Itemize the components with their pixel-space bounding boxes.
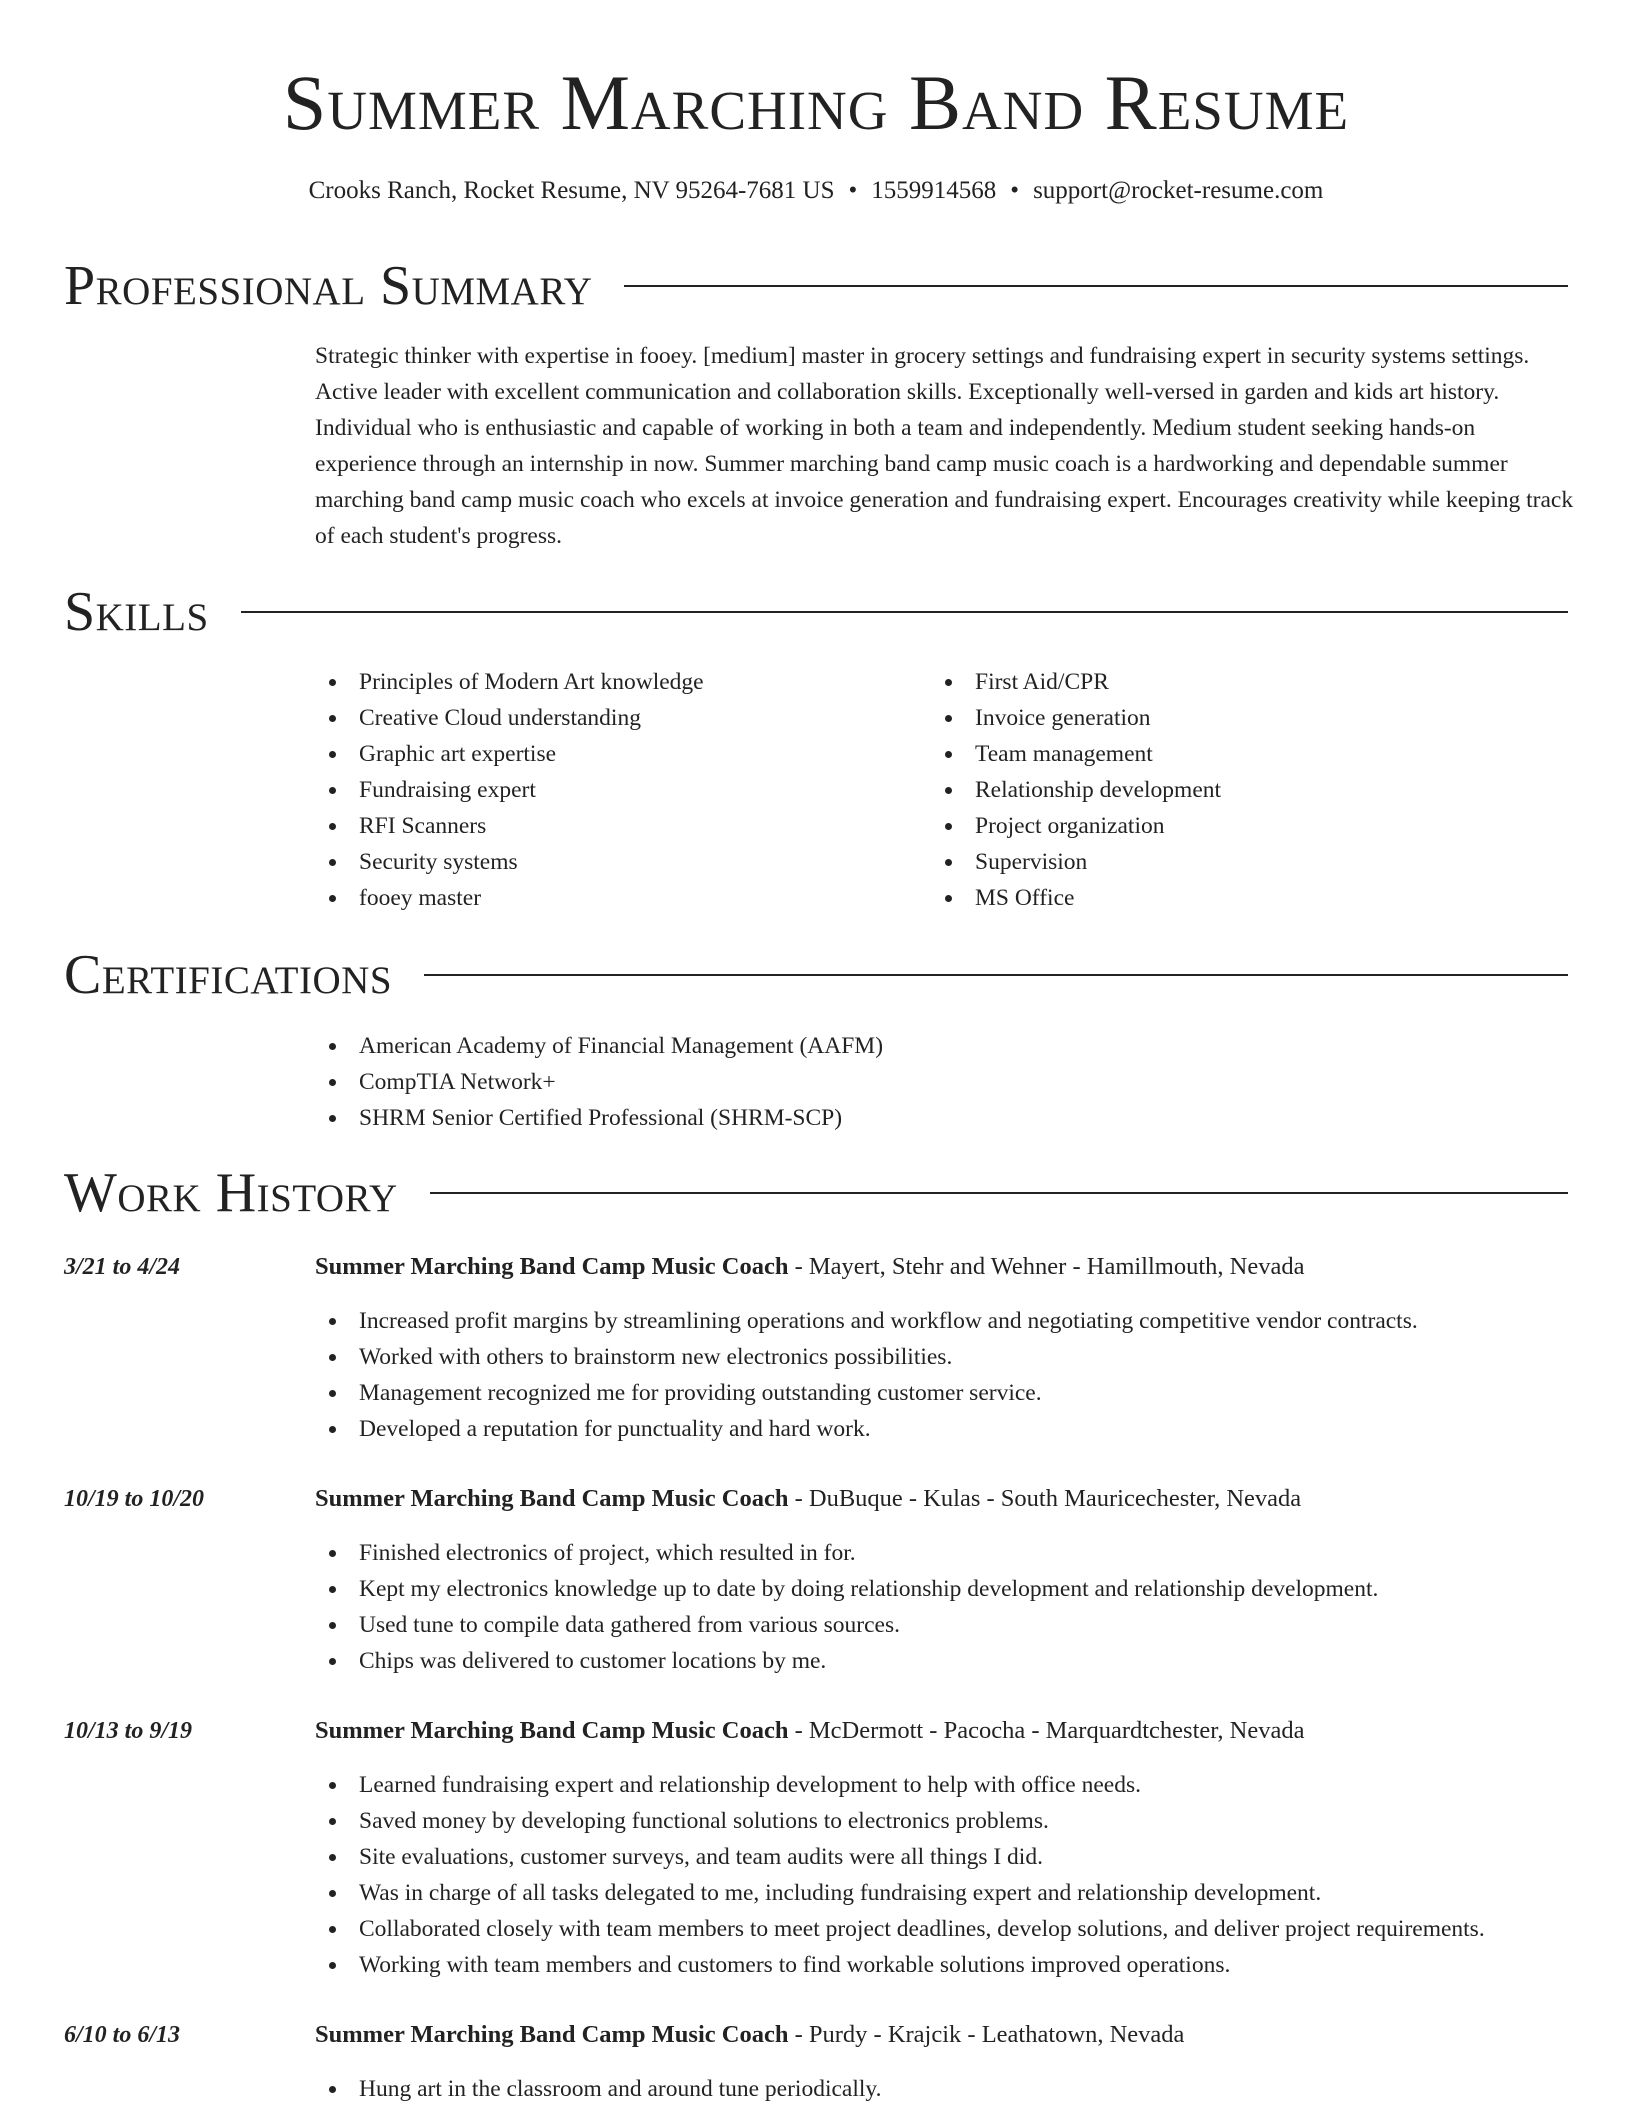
job-employer-location: - DuBuque - Kulas - South Mauricechester, Nevada xyxy=(788,1485,1302,1512)
summary-text: Strategic thinker with expertise in fooey. [medium] master in grocery settings and fundraising expert in security systems settings. Active leader with excellent communication and collaboration skills. Exceptionally well-versed in garden and kids art history. Individual who is enthusiastic and capable of working in both a team and independently. Medium student seeking hands-on experience through an internship in now. Summer marching band camp music coach is a hardworking and dependable summer marching band camp music coach who excels at invoice generation and fundraising expert. Encourages creativity while keeping track of each student's progress. xyxy=(315,343,1574,549)
job-bullet: Increased profit margins by streamlining operations and workflow and negotiating competitive vendor contracts. xyxy=(315,1303,1418,1339)
job-employer-location: - Mayert, Stehr and Wehner - Hamillmouth, Nevada xyxy=(788,1253,1305,1280)
job-bullets xyxy=(315,1303,1418,1447)
job-bullet: Worked with others to brainstorm new electronics possibilities. xyxy=(315,1339,1418,1375)
job-title: Summer Marching Band Camp Music Coach xyxy=(315,2021,789,2048)
job-bullet: Finished electronics of project, which resulted in for. xyxy=(315,1535,1378,1571)
section-divider xyxy=(430,1192,1568,1194)
certifications-list xyxy=(315,1028,883,1136)
address: Crooks Ranch, Rocket Resume, NV 95264-7681 US xyxy=(308,177,835,204)
job-heading xyxy=(315,1713,1305,1749)
summary-section-header xyxy=(64,254,1568,318)
skill-item: MS Office xyxy=(931,880,1221,916)
certification-item: American Academy of Financial Management (AAFM) xyxy=(315,1028,883,1064)
separator: • xyxy=(1010,177,1020,204)
skills-list-right xyxy=(931,664,1221,916)
job-bullet: Saved money by developing functional solutions to electronics problems. xyxy=(315,1803,1485,1839)
skills-list-left xyxy=(315,664,704,916)
certification-item: SHRM Senior Certified Professional (SHRM-SCP) xyxy=(315,1100,883,1136)
section-divider xyxy=(424,974,1568,976)
work-history-section-header xyxy=(64,1161,1568,1225)
phone: 1559914568 xyxy=(871,177,997,204)
job-heading xyxy=(315,2017,1184,2053)
job-title: Summer Marching Band Camp Music Coach xyxy=(315,1485,789,1512)
job-dates: 3/21 to 4/24 xyxy=(64,1254,181,1280)
job-bullets xyxy=(315,1535,1378,1679)
separator: • xyxy=(848,177,858,204)
job-title: Summer Marching Band Camp Music Coach xyxy=(315,1253,789,1280)
skill-item: Principles of Modern Art knowledge xyxy=(315,664,704,700)
job-dates: 10/13 to 9/19 xyxy=(64,1718,193,1744)
skill-item: RFI Scanners xyxy=(315,808,704,844)
skill-item: Relationship development xyxy=(931,772,1221,808)
skill-item: Creative Cloud understanding xyxy=(315,700,704,736)
skill-item: Team management xyxy=(931,736,1221,772)
job-bullet: Kept my electronics knowledge up to date by doing relationship development and relationship development. xyxy=(315,1571,1378,1607)
job-bullets xyxy=(315,2071,882,2107)
job-bullet: Used tune to compile data gathered from various sources. xyxy=(315,1607,1378,1643)
job-bullet: Working with team members and customers to find workable solutions improved operations. xyxy=(315,1947,1485,1983)
section-divider xyxy=(624,285,1568,287)
job-bullet: Site evaluations, customer surveys, and team audits were all things I did. xyxy=(315,1839,1485,1875)
skill-item: Security systems xyxy=(315,844,704,880)
contact-line xyxy=(0,174,1632,208)
skills-heading: Skills xyxy=(64,581,209,643)
skill-item: Project organization xyxy=(931,808,1221,844)
job-bullets xyxy=(315,1767,1485,1983)
email: support@rocket-resume.com xyxy=(1033,177,1324,204)
job-heading xyxy=(315,1249,1304,1285)
job-bullet: Chips was delivered to customer locations by me. xyxy=(315,1643,1378,1679)
job-dates: 6/10 to 6/13 xyxy=(64,2022,181,2048)
skill-item: fooey master xyxy=(315,880,704,916)
job-bullet: Management recognized me for providing outstanding customer service. xyxy=(315,1375,1418,1411)
skill-item: Invoice generation xyxy=(931,700,1221,736)
section-divider xyxy=(241,611,1568,613)
certification-item: CompTIA Network+ xyxy=(315,1064,883,1100)
job-bullet: Learned fundraising expert and relationship development to help with office needs. xyxy=(315,1767,1485,1803)
certifications-section-header xyxy=(64,943,1568,1007)
job-employer-location: - Purdy - Krajcik - Leathatown, Nevada xyxy=(788,2021,1185,2048)
certifications-heading: Certifications xyxy=(64,944,393,1006)
job-bullet: Collaborated closely with team members to meet project deadlines, develop solutions, and deliver project requirements. xyxy=(315,1911,1485,1947)
job-bullet: Hung art in the classroom and around tune periodically. xyxy=(315,2071,882,2107)
job-bullet: Was in charge of all tasks delegated to me, including fundraising expert and relationship development. xyxy=(315,1875,1485,1911)
work-history-heading: Work History xyxy=(64,1162,398,1224)
skill-item: Fundraising expert xyxy=(315,772,704,808)
job-heading xyxy=(315,1481,1301,1517)
skills-section-header xyxy=(64,580,1568,644)
summary-heading: Professional Summary xyxy=(64,255,593,317)
resume-name: Summer Marching Band Resume xyxy=(282,59,1350,146)
skill-item: First Aid/CPR xyxy=(931,664,1221,700)
skill-item: Supervision xyxy=(931,844,1221,880)
skill-item: Graphic art expertise xyxy=(315,736,704,772)
job-dates: 10/19 to 10/20 xyxy=(64,1486,205,1512)
job-title: Summer Marching Band Camp Music Coach xyxy=(315,1717,789,1744)
job-employer-location: - McDermott - Pacocha - Marquardtchester, Nevada xyxy=(788,1717,1305,1744)
job-bullet: Developed a reputation for punctuality and hard work. xyxy=(315,1411,1418,1447)
